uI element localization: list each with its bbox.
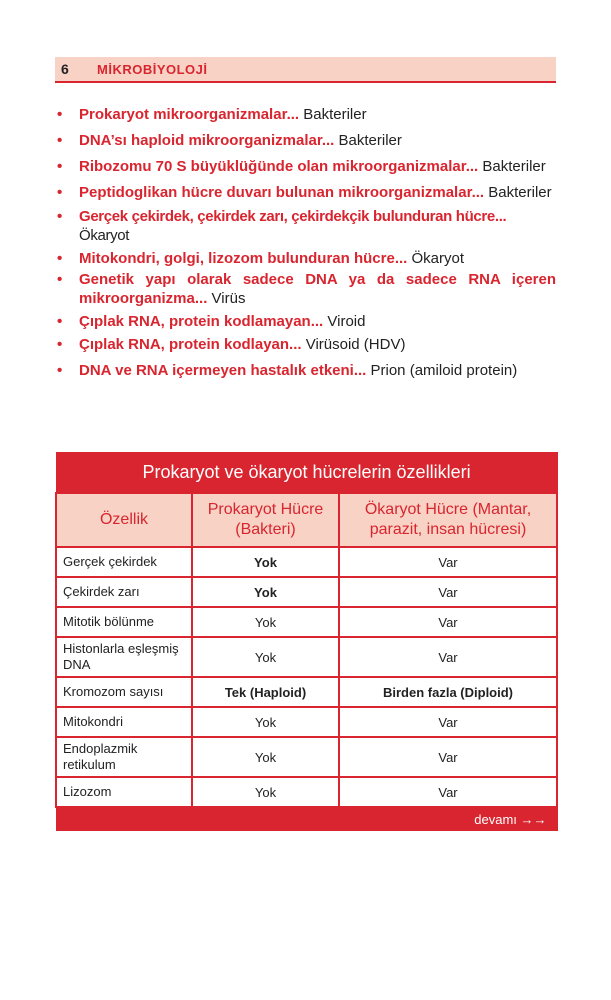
row-label: Mitotik bölünme [56, 607, 192, 637]
prokaryot-cell: Tek (Haploid) [192, 677, 339, 707]
list-item: • Çıplak RNA, protein kodlayan... Virüsoid (HDV) [57, 336, 406, 353]
table-row [56, 677, 557, 707]
okaryot-cell: Birden fazla (Diploid) [339, 677, 557, 707]
list-item: • Prokaryot mikroorganizmalar... Bakteriler [57, 106, 367, 123]
comparison-table [55, 452, 558, 831]
prokaryot-cell: Yok [192, 707, 339, 737]
page-header [55, 57, 556, 83]
table-row [56, 707, 557, 737]
column-header: Özellik [56, 493, 192, 547]
prokaryot-cell: Yok [192, 637, 339, 677]
okaryot-cell: Var [339, 577, 557, 607]
bullet-icon: • [57, 106, 63, 123]
table-row [56, 607, 557, 637]
list-item: • Peptidoglikan hücre duvarı bulunan mikroorganizmalar... Bakteriler [57, 184, 552, 201]
list-item: • Mitokondri, golgi, lizozom bulunduran hücre... Ökaryot [57, 250, 465, 267]
row-label: Endoplazmik retikulum [56, 737, 192, 777]
table-row [56, 577, 557, 607]
column-header: Prokaryot Hücre (Bakteri) [192, 493, 339, 547]
prokaryot-cell: Yok [192, 737, 339, 777]
continued-label: devamı →→ [56, 807, 557, 831]
table-row [56, 737, 557, 777]
bullet-icon: • [57, 336, 63, 353]
list-item: • Gerçek çekirdek, çekirdek zarı, çekirdekçik bulunduran hücre... Ökaryot [57, 208, 507, 244]
list-item: • DNA ve RNA içermeyen hastalık etkeni... Prion (amiloid protein) [57, 362, 518, 379]
bullet-icon: • [57, 362, 63, 379]
bullet-icon: • [57, 208, 62, 225]
bullet-icon: • [57, 132, 63, 149]
page-number: 6 [61, 61, 69, 77]
table-row [56, 547, 557, 577]
prokaryot-cell: Yok [192, 607, 339, 637]
row-label: Mitokondri [56, 707, 192, 737]
bullet-icon: • [57, 250, 63, 267]
okaryot-cell: Var [339, 637, 557, 677]
bullet-icon: • [57, 184, 63, 201]
bullet-icon: • [57, 313, 63, 330]
prokaryot-cell: Yok [192, 547, 339, 577]
row-label: Lizozom [56, 777, 192, 807]
table-caption: Prokaryot ve ökaryot hücrelerin özellikleri [56, 453, 557, 494]
row-label: Çekirdek zarı [56, 577, 192, 607]
table-row [56, 637, 557, 677]
fact-list [55, 105, 556, 380]
okaryot-cell: Var [339, 547, 557, 577]
okaryot-cell: Var [339, 707, 557, 737]
bullet-icon: • [57, 271, 63, 288]
okaryot-cell: Var [339, 777, 557, 807]
column-header: Ökaryot Hücre (Mantar, parazit, insan hücresi) [339, 493, 557, 547]
list-item: • Genetik yapı olarak sadece DNA ya da sadece RNA içeren mikroorganizma... Virüs [57, 271, 556, 307]
table-header-row [56, 493, 557, 547]
prokaryot-cell: Yok [192, 777, 339, 807]
table-row [56, 777, 557, 807]
row-label: Histonlarla eşleşmiş DNA [56, 637, 192, 677]
bullet-icon: • [57, 158, 63, 175]
okaryot-cell: Var [339, 737, 557, 777]
okaryot-cell: Var [339, 607, 557, 637]
list-item: • DNA’sı haploid mikroorganizmalar... Bakteriler [57, 132, 402, 149]
chapter-title: MİKROBİYOLOJİ [97, 62, 208, 77]
row-label: Kromozom sayısı [56, 677, 192, 707]
row-label: Gerçek çekirdek [56, 547, 192, 577]
list-item: • Ribozomu 70 S büyüklüğünde olan mikroorganizmalar... Bakteriler [57, 158, 546, 175]
prokaryot-cell: Yok [192, 577, 339, 607]
list-item: • Çıplak RNA, protein kodlamayan... Viroid [57, 313, 366, 330]
